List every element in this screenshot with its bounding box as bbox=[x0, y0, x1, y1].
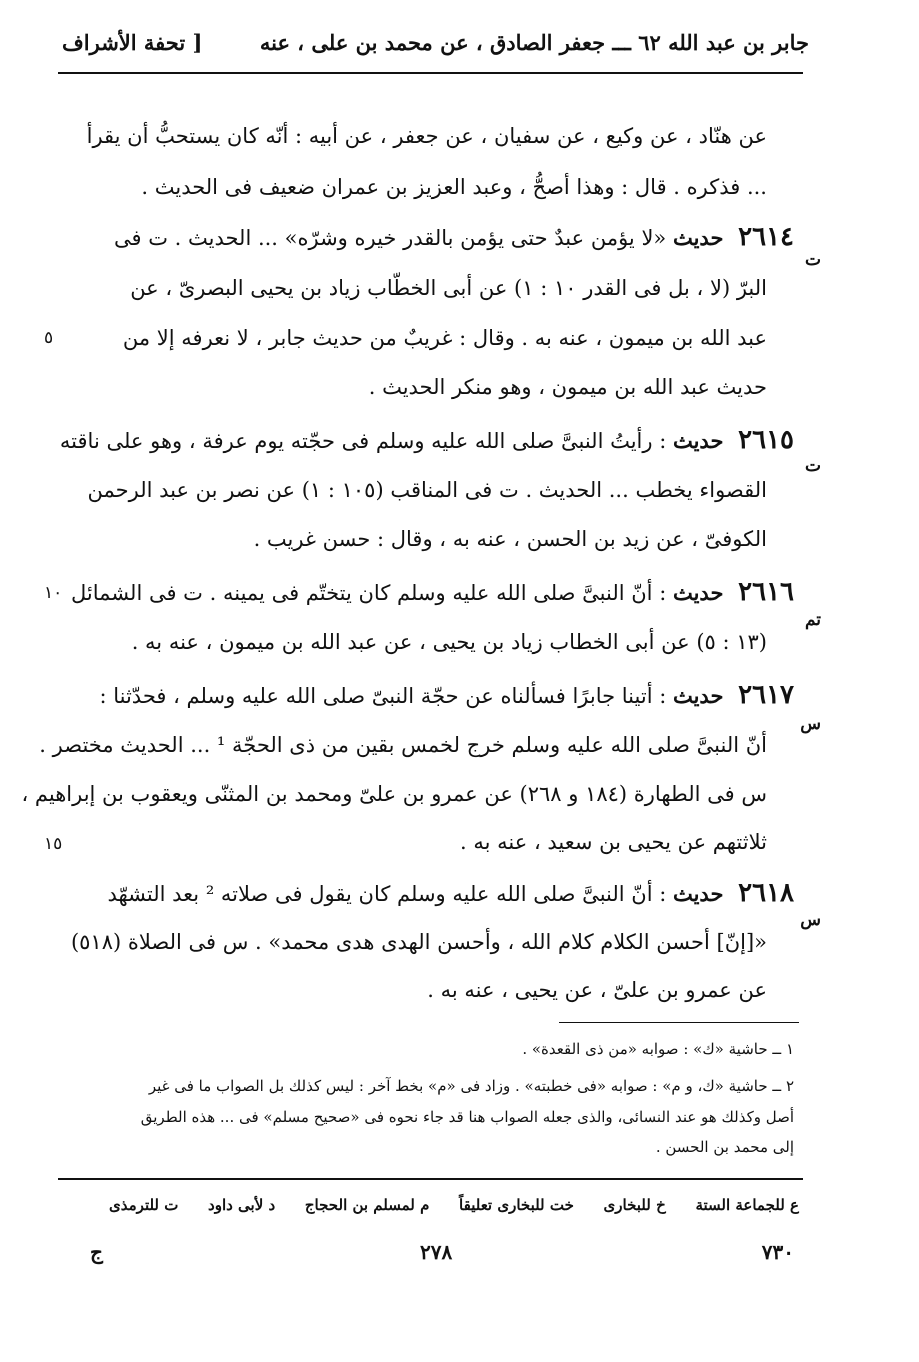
siglum-mark: ت bbox=[804, 250, 821, 270]
entry-label: حديث bbox=[672, 225, 724, 250]
siglum-mark: ت bbox=[804, 456, 821, 476]
sigla-legend bbox=[109, 1196, 799, 1214]
page-number-right: ٧٣٠ bbox=[761, 1240, 794, 1264]
header-rule bbox=[58, 72, 803, 74]
margin-line-number: ٥ bbox=[44, 328, 54, 348]
footnote-continuation: إلى محمد بن الحسن . bbox=[655, 1138, 794, 1156]
entry-heading bbox=[107, 878, 794, 908]
page-number-center: ٢٧٨ bbox=[420, 1240, 453, 1264]
entry-line: عبد الله بن ميمون ، عنه به . وقال : غريبٌ من حديث جابر ، لا نعرفه إلا من bbox=[122, 326, 767, 350]
siglum-mark: س bbox=[800, 910, 821, 930]
entry-number: ٢٦١٦ bbox=[738, 577, 794, 607]
running-header-right: جابر بن عبد الله ٦٢ ـــ جعفر الصادق ، عن محمد بن على ، عنه bbox=[259, 30, 809, 55]
volume-letter: ج bbox=[90, 1240, 103, 1264]
entry-line: (١٣ : ٥) عن أبى الخطاب زياد بن يحيى ، عن عبد الله بن ميمون ، عنه به . bbox=[131, 630, 767, 654]
siglum-mark: تم bbox=[804, 610, 821, 630]
margin-line-number: ١٥ bbox=[44, 834, 63, 854]
entry-heading bbox=[59, 425, 794, 455]
entry-label: حديث bbox=[672, 881, 724, 906]
entry-text: : رأيتُ النبىَّ صلى الله عليه وسلم فى حجّته يوم عرفة ، وهو على ناقته bbox=[59, 429, 667, 453]
legend-item: ت للترمذى bbox=[109, 1196, 179, 1214]
footnote-continuation: أصل وكذلك هو عند النسائى، والذى جعله الصواب هنا قد جاء نحوه فى «صحيح مسلم» فى ... هذه الطريق bbox=[140, 1108, 794, 1126]
entry-line: س فى الطهارة (١٨٤ و ٢٦٨) عن عمرو بن علىّ ومحمد بن المثنّى ويعقوب بن إبراهيم ، bbox=[21, 782, 767, 806]
entry-number: ٢٦١٨ bbox=[738, 878, 794, 908]
entry-line: البرّ (لا ، بل فى القدر ١٠ : ١) عن أبى الخطّاب زياد بن يحيى البصرىّ ، عن bbox=[130, 276, 767, 300]
entry-line: أنّ النبىَّ صلى الله عليه وسلم خرج لخمس بقين من ذى الحجّة ¹ ... الحديث مختصر . bbox=[39, 733, 767, 757]
entry-heading bbox=[114, 222, 794, 252]
footnote: ٢ ــ حاشية «ك، و م» : صوابه «فى خطبته» . وزاد فى «م» بخط آخر : ليس كذلك بل الصواب ما فى غير bbox=[148, 1077, 794, 1095]
legend-item: ع للجماعة الستة bbox=[695, 1196, 799, 1214]
footnote: ١ ــ حاشية «ك» : صوابه «من ذى القعدة» . bbox=[522, 1040, 794, 1058]
entry-line: حديث عبد الله بن ميمون ، وهو منكر الحديث . bbox=[368, 375, 767, 399]
siglum-mark: س bbox=[800, 714, 821, 734]
entry-label: حديث bbox=[672, 683, 724, 708]
legend-item: د لأبى داود bbox=[208, 1196, 276, 1214]
entry-line: القصواء يخطب ... الحديث . ت فى المناقب (١٠٥ : ١) عن نصر بن عبد الرحمن bbox=[87, 478, 767, 502]
entry-line: عن عمرو بن علىّ ، عن يحيى ، عنه به . bbox=[427, 978, 767, 1002]
margin-line-number: ١٠ bbox=[44, 583, 63, 603]
entry-heading bbox=[71, 577, 794, 607]
entry-text: : أنّ النبىَّ صلى الله عليه وسلم كان يتختّم فى يمينه . ت فى الشمائل bbox=[71, 581, 667, 605]
entry-label: حديث bbox=[672, 580, 724, 605]
entry-heading bbox=[99, 680, 794, 710]
entry-line: «[إنّ] أحسن الكلام كلام الله ، وأحسن الهدى هدى محمد» . س فى الصلاة (٥١٨) bbox=[70, 930, 767, 954]
entry-number: ٢٦١٤ bbox=[738, 222, 794, 252]
entry-line: الكوفىّ ، عن زيد بن الحسن ، عنه به ، وقال : حسن غريب . bbox=[253, 527, 767, 551]
entry-text: : أنّ النبىَّ صلى الله عليه وسلم كان يقول فى صلاته ² بعد التشهّد bbox=[107, 882, 667, 906]
legend-item: خت للبخارى تعليقاً bbox=[459, 1196, 574, 1214]
legend-rule bbox=[58, 1178, 803, 1180]
entry-line: ثلاثتهم عن يحيى بن سعيد ، عنه به . bbox=[460, 830, 767, 854]
entry-number: ٢٦١٥ bbox=[738, 425, 794, 455]
entry-label: حديث bbox=[672, 428, 724, 453]
intro-line: عن هنّاد ، عن وكيع ، عن سفيان ، عن جعفر ، عن أبيه : أنّه كان يستحبُّ أن يقرأ bbox=[86, 124, 767, 148]
running-header-left: [ تحفة الأشراف bbox=[62, 30, 203, 55]
legend-item: خ للبخارى bbox=[603, 1196, 666, 1214]
entry-text: : أتينا جابرًا فسألناه عن حجّة النبىّ صلى الله عليه وسلم ، فحدّثنا : bbox=[99, 684, 667, 708]
entry-text: «لا يؤمن عبدٌ حتى يؤمن بالقدر خيره وشرّه» ... الحديث . ت فى bbox=[113, 226, 667, 250]
intro-line: ... فذكره . قال : وهذا أصحُّ ، وعبد العزيز بن عمران ضعيف فى الحديث . bbox=[141, 175, 767, 199]
entry-number: ٢٦١٧ bbox=[738, 680, 794, 710]
footnote-separator bbox=[559, 1022, 799, 1023]
legend-item: م لمسلم بن الحجاج bbox=[304, 1196, 430, 1214]
